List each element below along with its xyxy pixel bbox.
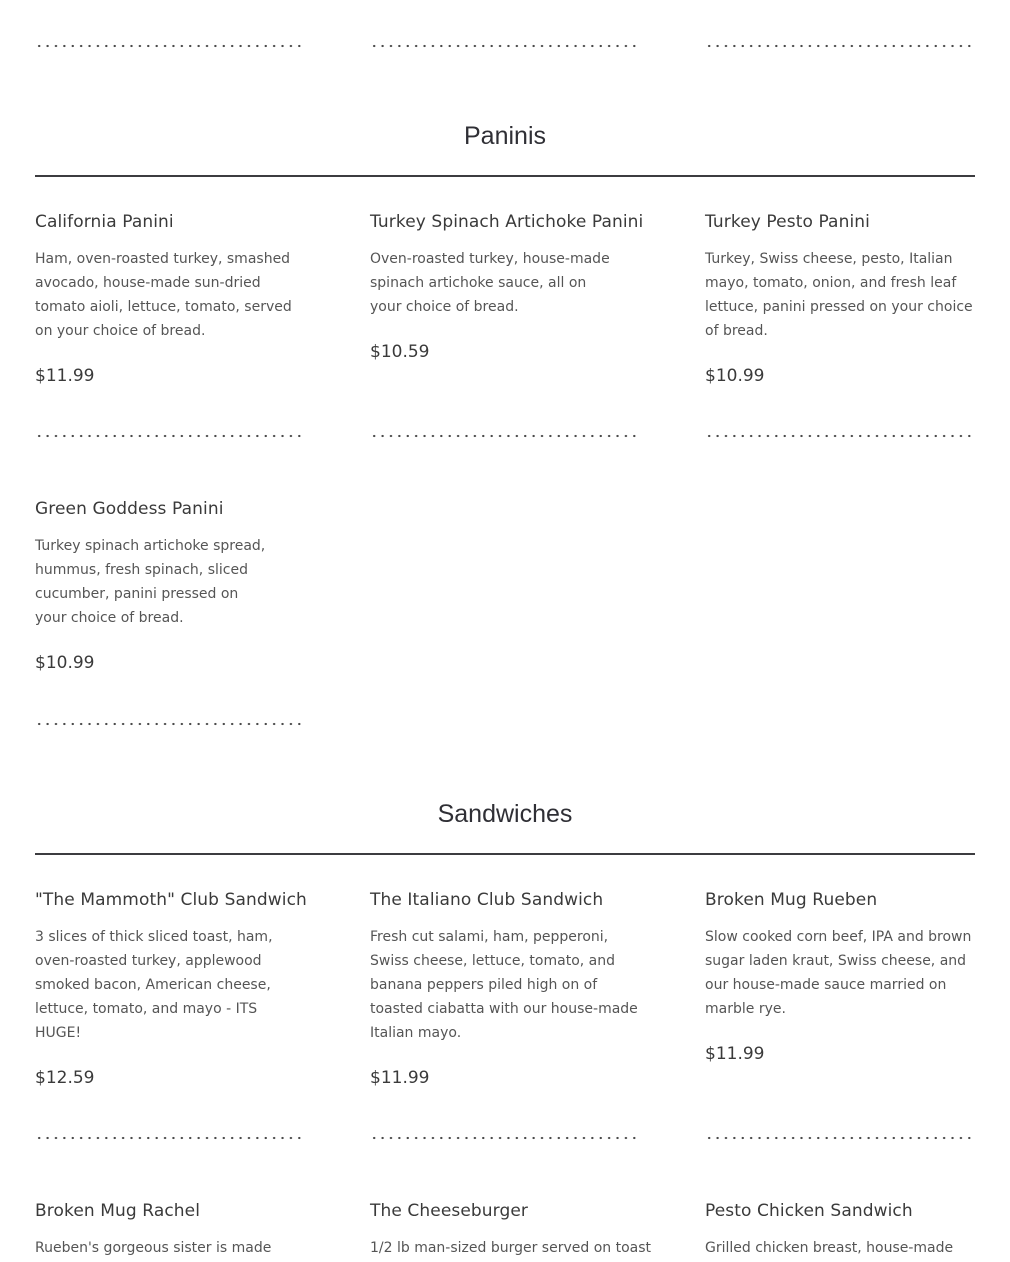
- item-separator: [705, 434, 975, 438]
- menu-item-description: Turkey, Swiss cheese, pesto, Italian mayo, tomato, onion, and fresh leaf lettuce, panini pressed on your choice of bread.: [705, 251, 973, 339]
- menu-item-price: $10.99: [705, 366, 765, 386]
- item-separator: [35, 434, 305, 438]
- section-title-sandwiches: Sandwiches: [437, 800, 573, 828]
- menu-item-name: Turkey Spinach Artichoke Panini: [370, 212, 644, 232]
- item-separator: [705, 44, 975, 48]
- menu-item: [35, 888, 310, 1090]
- item-separator: [370, 1136, 640, 1140]
- section-divider: [35, 853, 975, 855]
- menu-item-name: Green Goddess Panini: [35, 499, 224, 519]
- menu-item: [370, 210, 645, 364]
- menu-item: [370, 888, 645, 1090]
- menu-item-description: 3 slices of thick sliced toast, ham, oven-roasted turkey, applewood smoked bacon, American cheese, lettuce, tomato, and mayo - ITS HUGE!: [35, 929, 273, 1041]
- menu-item-name: Pesto Chicken Sandwich: [705, 1201, 913, 1221]
- menu-item: [705, 1199, 980, 1260]
- item-separator: [35, 722, 305, 726]
- menu-item-name: Broken Mug Rueben: [705, 890, 878, 910]
- menu-item: [35, 1199, 310, 1260]
- menu-item-name: Turkey Pesto Panini: [705, 212, 870, 232]
- menu-item-name: The Italiano Club Sandwich: [370, 890, 604, 910]
- menu-item-name: Broken Mug Rachel: [35, 1201, 201, 1221]
- menu-item-description: Oven-roasted turkey, house-made spinach artichoke sauce, all on your choice of bread.: [370, 251, 610, 315]
- menu-item-description: 1/2 lb man-sized burger served on toast: [370, 1240, 652, 1256]
- item-separator: [370, 44, 640, 48]
- item-separator: [35, 44, 305, 48]
- menu-item-description: Slow cooked corn beef, IPA and brown sugar laden kraut, Swiss cheese, and our house-made sauce married on marble rye.: [705, 929, 972, 1017]
- menu-item-name: California Panini: [35, 212, 174, 232]
- menu-item-price: $12.59: [35, 1068, 95, 1088]
- menu-item-price: $10.99: [35, 653, 95, 673]
- menu-item: [35, 497, 310, 675]
- menu-item-name: The Cheeseburger: [370, 1201, 528, 1221]
- menu-item-price: $11.99: [370, 1068, 430, 1088]
- menu-item: [705, 210, 980, 388]
- menu-item-description: Ham, oven-roasted turkey, smashed avocado, house-made sun-dried tomato aioli, lettuce, tomato, served on your choice of bread.: [35, 251, 292, 339]
- menu-item-description: Rueben's gorgeous sister is made: [35, 1240, 272, 1256]
- menu-item: [705, 888, 980, 1066]
- item-separator: [370, 434, 640, 438]
- menu-item-description: Grilled chicken breast, house-made: [705, 1240, 954, 1256]
- menu-item-name: "The Mammoth" Club Sandwich: [35, 890, 307, 910]
- item-separator: [705, 1136, 975, 1140]
- item-separator: [35, 1136, 305, 1140]
- menu-item: [35, 210, 310, 388]
- menu-item-price: $10.59: [370, 342, 430, 362]
- menu-item-price: $11.99: [705, 1044, 765, 1064]
- menu-item-description: Turkey spinach artichoke spread, hummus, fresh spinach, sliced cucumber, panini pressed on your choice of bread.: [35, 538, 266, 626]
- section-divider: [35, 175, 975, 177]
- menu-item: [370, 1199, 652, 1260]
- section-title-paninis: Paninis: [464, 122, 546, 150]
- menu-item-price: $11.99: [35, 366, 95, 386]
- menu-item-description: Fresh cut salami, ham, pepperoni, Swiss cheese, lettuce, tomato, and banana peppers piled high on of toasted ciabatta with our house-made Italian mayo.: [370, 929, 638, 1041]
